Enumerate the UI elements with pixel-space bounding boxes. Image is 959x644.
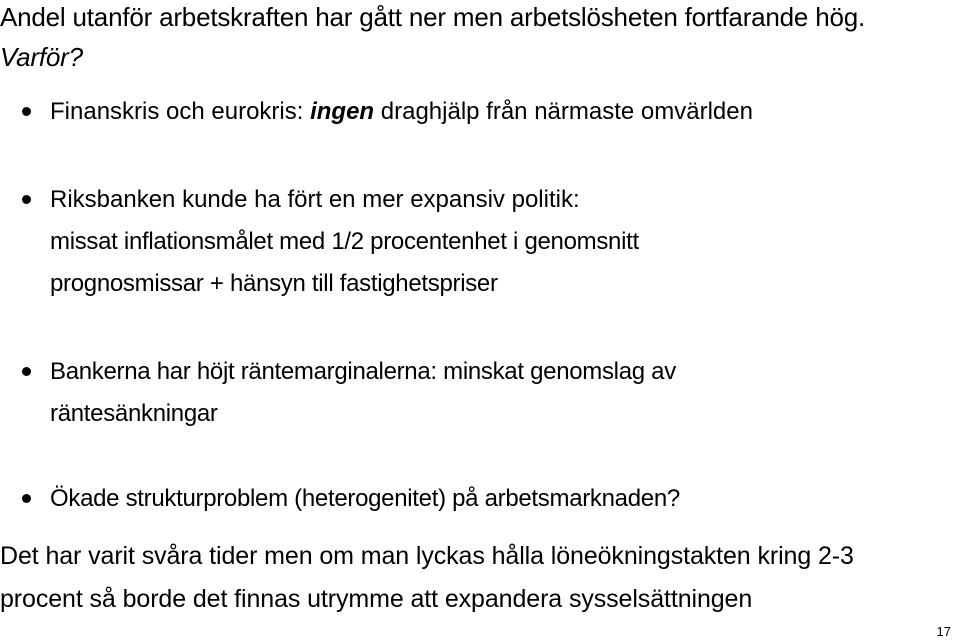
slide-title-line-2: Varför?: [0, 42, 83, 72]
conclusion-line-1: Det har varit svåra tider men om man lyckas hålla löneökningstakten kring 2-3: [0, 542, 854, 570]
conclusion-line-2: procent så borde det finnas utrymme att expandera sysselsättningen: [0, 585, 753, 613]
bullet-3-line-2: räntesänkningar: [50, 400, 218, 427]
bullet-2-line-3: prognosmissar + hänsyn till fastighetspriser: [50, 270, 498, 297]
bullet-2-line-2: missat inflationsmålet med 1/2 procentenhet i genomsnitt: [50, 228, 639, 255]
bullet-1-post: draghjälp från närmaste omvärlden: [374, 98, 753, 125]
bullet-1-text: [50, 100, 753, 124]
bullet-dot-icon: [22, 494, 31, 503]
page-number: 17: [936, 624, 951, 639]
bullet-dot-icon: [22, 367, 31, 376]
bullet-dot-icon: [22, 107, 31, 116]
bullet-2-line-1: Riksbanken kunde ha fört en mer expansiv politik:: [50, 186, 580, 213]
bullet-1-emphasis: ingen: [310, 98, 375, 125]
bullet-4-line-1: Ökade strukturproblem (heterogenitet) på arbetsmarknaden?: [50, 485, 680, 512]
slide-title-line-1: Andel utanför arbetskraften har gått ner men arbetslösheten fortfarande hög.: [0, 2, 866, 32]
bullet-3-line-1: Bankerna har höjt räntemarginalerna: minskat genomslag av: [50, 358, 676, 385]
bullet-1-pre: Finanskris och eurokris:: [50, 98, 311, 125]
bullet-dot-icon: [22, 195, 31, 204]
